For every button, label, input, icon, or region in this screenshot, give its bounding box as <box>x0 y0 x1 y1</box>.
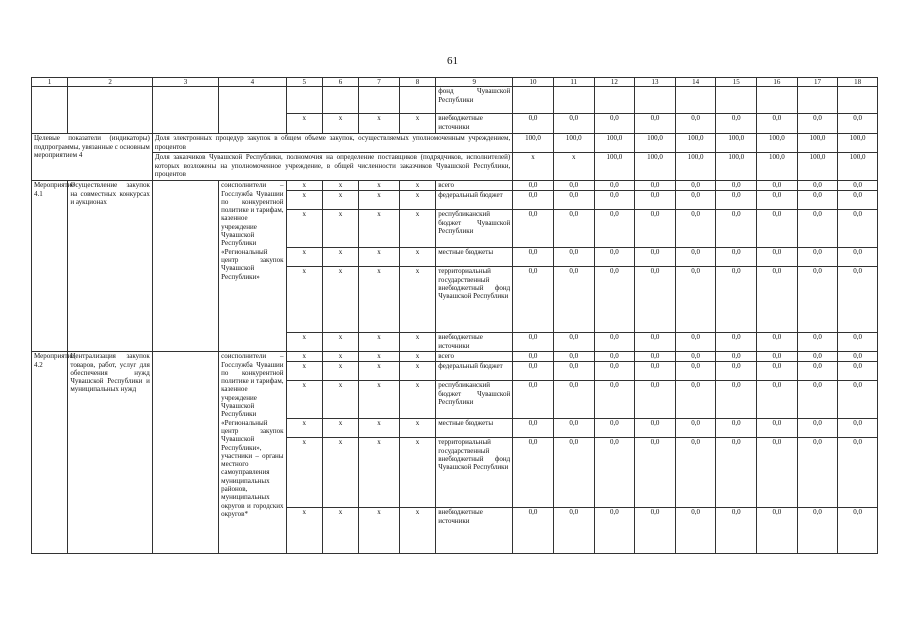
indicator-text: Доля электронных процедур закупок в общем объеме закупок, осуществляемых уполномоченным учреждением, процентов <box>152 134 512 153</box>
table-row: x x x x внебюджетные источники 0,0 0,0 0,0 0,0 0,0 0,0 0,0 0,0 0,0 <box>32 333 878 352</box>
source-label: территориальный государственный внебюджетный фонд Чувашской Республики <box>436 267 513 333</box>
event-executors: соисполнители – Госслужба Чувашии по конкурентной политике и тарифам, казенное учреждение Чувашской Республики «Региональный центр закупок Чувашской Республики» <box>219 181 286 352</box>
table-row: x x x x территориальный государственный внебюджетный фонд Чувашской Республики 0,0 0,0 0,0 0,0 0,0 0,0 0,0 0,0 0,0 <box>32 438 878 508</box>
column-number-row <box>32 78 878 87</box>
source-label: внебюджетные источники <box>436 333 513 352</box>
indicator-row: Доля заказчиков Чувашской Республики, полномочия на определение поставщиков (подрядчиков, исполнителей) которых возложены на уполномоченное учреждение, в общей численности заказчиков Чувашской Республики, процентов x x 100,0 100,0 100,0 100,0 100,0 100,0 100,0 <box>32 153 878 181</box>
page-number: 61 <box>447 55 458 67</box>
col-num: 2 <box>68 78 152 87</box>
col-num: 5 <box>286 78 322 87</box>
source-label: местные бюджеты <box>436 248 513 267</box>
col-num: 13 <box>635 78 676 87</box>
col-num: 15 <box>716 78 757 87</box>
col-num: 16 <box>757 78 798 87</box>
col-num: 17 <box>797 78 838 87</box>
source-label: внебюджетные источники <box>436 114 513 134</box>
col-num: 18 <box>838 78 878 87</box>
table-row: x x x x местные бюджеты 0,0 0,0 0,0 0,0 0,0 0,0 0,0 0,0 0,0 <box>32 248 878 267</box>
col-num: 3 <box>152 78 218 87</box>
event-label: Мероприятие 4.2 <box>32 352 68 554</box>
col-num: 9 <box>436 78 513 87</box>
col-num: 11 <box>553 78 594 87</box>
table-row <box>32 87 878 114</box>
indicators-label: Целевые показатели (индикаторы) подпрограммы, увязанные с основным мероприятием 4 <box>32 134 153 181</box>
source-label: внебюджетные источники <box>436 508 513 554</box>
source-label: федеральный бюджет <box>436 191 513 210</box>
table-row: Мероприятие 4.1 Осуществление закупок на совместных конкурсах и аукционах соисполнители – Госслужба Чувашии по конкурентной политике и тарифам, казенное учреждение Чувашской Республики «Региональный центр закупок Чувашской Республики» x x x x всего 0,0 0,0 0,0 0,0 0,0 0,0 0,0 0,0 0,0 <box>32 181 878 191</box>
col-num: 8 <box>399 78 435 87</box>
source-label: территориальный государственный внебюджетный фонд Чувашской Республики <box>436 438 513 508</box>
source-label: всего <box>436 352 513 362</box>
event-name: Централизация закупок товаров, работ, услуг для обеспечения нужд Чувашской Республики и муниципальных нужд <box>68 352 152 554</box>
table-row: x x x x федеральный бюджет 0,0 0,0 0,0 0,0 0,0 0,0 0,0 0,0 0,0 <box>32 191 878 210</box>
col-num: 14 <box>675 78 716 87</box>
col-num: 12 <box>594 78 635 87</box>
source-label: федеральный бюджет <box>436 362 513 381</box>
table-row: x x x x внебюджетные источники 0,0 0,0 0,0 0,0 0,0 0,0 0,0 0,0 0,0 <box>32 114 878 134</box>
col-num: 10 <box>513 78 554 87</box>
col-num: 4 <box>219 78 286 87</box>
source-label: фонд Чувашской Республики <box>436 87 513 114</box>
col-num: 7 <box>359 78 400 87</box>
table-row: x x x x федеральный бюджет 0,0 0,0 0,0 0,0 0,0 0,0 0,0 0,0 0,0 <box>32 362 878 381</box>
event-executors: соисполнители – Госслужба Чувашии по конкурентной политике и тарифам, казенное учреждение Чувашской Республики «Региональный центр закупок Чувашской Республики», участники – органы местного самоуправления муниципальных районов, муниципальных округов и городских округов* <box>219 352 286 554</box>
col-num: 6 <box>322 78 358 87</box>
table-row: x x x x республиканский бюджет Чувашской Республики 0,0 0,0 0,0 0,0 0,0 0,0 0,0 0,0 0,0 <box>32 210 878 248</box>
table-row: x x x x местные бюджеты 0,0 0,0 0,0 0,0 0,0 0,0 0,0 0,0 0,0 <box>32 419 878 438</box>
event-name: Осуществление закупок на совместных конкурсах и аукционах <box>68 181 152 352</box>
source-label: местные бюджеты <box>436 419 513 438</box>
indicator-text: Доля заказчиков Чувашской Республики, полномочия на определение поставщиков (подрядчиков, исполнителей) которых возложены на уполномоченное учреждение, в общей численности заказчиков Чувашской Республики, процентов <box>152 153 512 181</box>
table-row: x x x x внебюджетные источники 0,0 0,0 0,0 0,0 0,0 0,0 0,0 0,0 0,0 <box>32 508 878 554</box>
source-label: республиканский бюджет Чувашской Республики <box>436 210 513 248</box>
source-label: всего <box>436 181 513 191</box>
table-row: Мероприятие 4.2 Централизация закупок товаров, работ, услуг для обеспечения нужд Чувашской Республики и муниципальных нужд соисполнители – Госслужба Чувашии по конкурентной политике и тарифам, казенное учреждение Чувашской Республики «Региональный центр закупок Чувашской Республики», участники – органы местного самоуправления муниципальных районов, муниципальных округов и городских округов* x x x x всего 0,0 0,0 0,0 0,0 0,0 0,0 0,0 0,0 0,0 <box>32 352 878 362</box>
budget-table <box>31 77 878 554</box>
event-label: Мероприятие 4.1 <box>32 181 68 352</box>
source-label: республиканский бюджет Чувашской Республики <box>436 381 513 419</box>
table-row: x x x x территориальный государственный внебюджетный фонд Чувашской Республики 0,0 0,0 0,0 0,0 0,0 0,0 0,0 0,0 0,0 <box>32 267 878 333</box>
col-num: 1 <box>32 78 68 87</box>
indicator-row: Целевые показатели (индикаторы) подпрограммы, увязанные с основным мероприятием 4 Доля электронных процедур закупок в общем объеме закупок, осуществляемых уполномоченным учреждением, процентов 100,0 100,0 100,0 100,0 100,0 100,0 100,0 100,0 100,0 <box>32 134 878 153</box>
table-row: x x x x республиканский бюджет Чувашской Республики 0,0 0,0 0,0 0,0 0,0 0,0 0,0 0,0 0,0 <box>32 381 878 419</box>
